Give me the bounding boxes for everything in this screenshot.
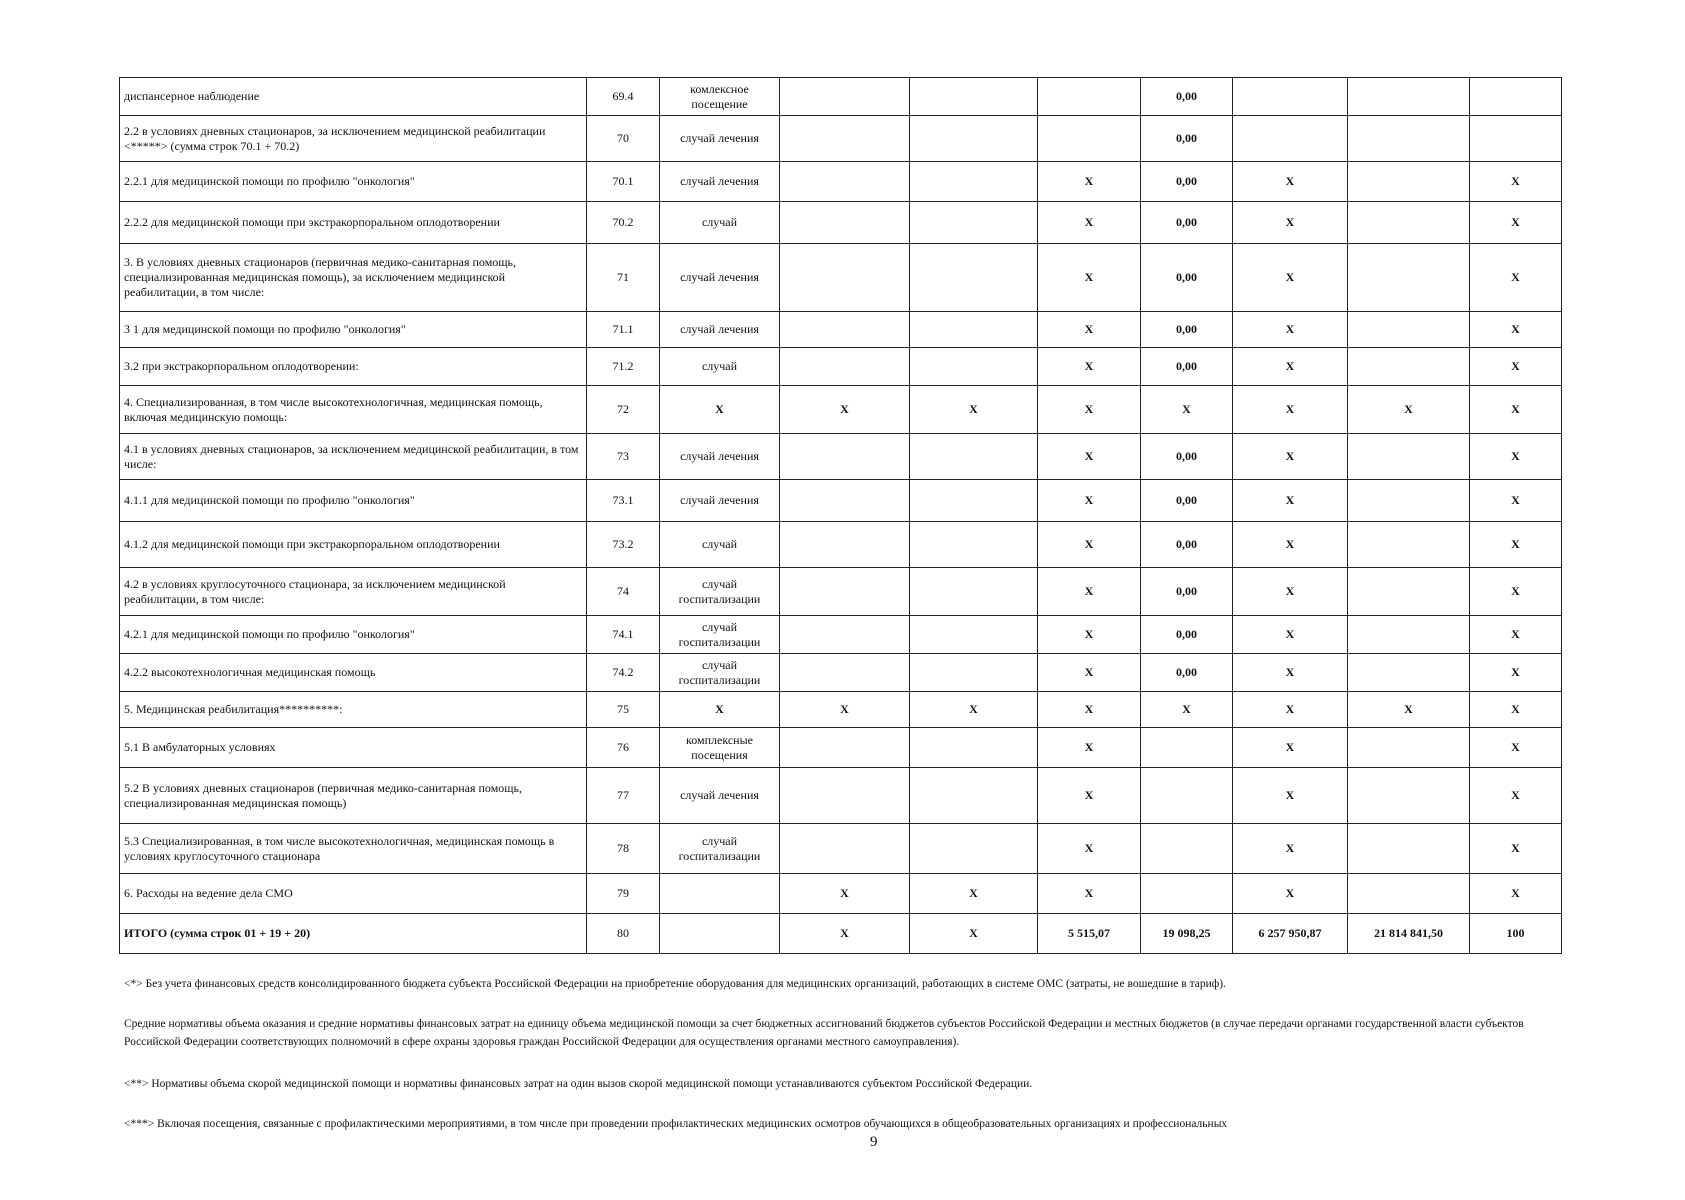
row-unit: случай лечения (660, 116, 780, 162)
row-value-c4: 0,00 (1141, 568, 1233, 616)
row-value-c7 (1470, 116, 1562, 162)
row-value-c4: 0,00 (1141, 654, 1233, 692)
row-value-c4: 19 098,25 (1141, 914, 1233, 954)
row-value-c5: X (1233, 348, 1348, 386)
row-code: 69.4 (587, 78, 660, 116)
table-row (120, 78, 1562, 116)
row-value-c1 (780, 162, 910, 202)
row-value-c7: 100 (1470, 914, 1562, 954)
table-row (120, 312, 1562, 348)
row-code: 74.2 (587, 654, 660, 692)
page-number: 9 (870, 1134, 878, 1150)
row-name: 4.2.2 высокотехнологичная медицинская помощь (120, 654, 587, 692)
row-value-c1 (780, 728, 910, 768)
row-value-c4: 0,00 (1141, 348, 1233, 386)
row-value-c5: X (1233, 522, 1348, 568)
row-value-c7: X (1470, 162, 1562, 202)
footnote-1: <*> Без учета финансовых средств консолидированного бюджета субъекта Российской Федерации на приобретение оборудования для медицинских организаций, работающих в системе ОМС (затраты, не вошедшие в тариф). (124, 978, 1226, 990)
table-row (120, 116, 1562, 162)
table-row (120, 768, 1562, 824)
row-name: 6. Расходы на ведение дела СМО (120, 874, 587, 914)
row-value-c4: 0,00 (1141, 480, 1233, 522)
row-value-c5: X (1233, 386, 1348, 434)
row-code: 71.1 (587, 312, 660, 348)
row-value-c5: X (1233, 312, 1348, 348)
row-name: 4.1 в условиях дневных стационаров, за исключением медицинской реабилитации, в том числе: (120, 434, 587, 480)
row-unit: комлексное посещение (660, 78, 780, 116)
row-name: 5.1 В амбулаторных условиях (120, 728, 587, 768)
row-value-c4: 0,00 (1141, 202, 1233, 244)
row-unit (660, 874, 780, 914)
row-value-c4 (1141, 728, 1233, 768)
row-value-c6 (1348, 348, 1470, 386)
row-value-c6 (1348, 434, 1470, 480)
row-value-c1 (780, 78, 910, 116)
row-name: 4.1.1 для медицинской помощи по профилю "онкология" (120, 480, 587, 522)
row-name: 4.1.2 для медицинской помощи при экстракорпоральном оплодотворении (120, 522, 587, 568)
table-row (120, 162, 1562, 202)
row-value-c1: X (780, 874, 910, 914)
row-unit (660, 914, 780, 954)
row-value-c6: X (1348, 692, 1470, 728)
row-value-c6: X (1348, 386, 1470, 434)
row-value-c7: X (1470, 434, 1562, 480)
row-unit: случай лечения (660, 768, 780, 824)
row-value-c6 (1348, 768, 1470, 824)
footnote-3: <**> Нормативы объема скорой медицинской помощи и нормативы финансовых затрат на один вызов скорой медицинской помощи устанавливаются субъектом Российской Федерации. (124, 1078, 1033, 1090)
row-name: 5.3 Специализированная, в том числе высокотехнологичная, медицинская помощь в условиях круглосуточного стационара (120, 824, 587, 874)
row-value-c5: X (1233, 568, 1348, 616)
row-value-c2: X (910, 692, 1038, 728)
row-value-c6 (1348, 616, 1470, 654)
row-value-c7: X (1470, 522, 1562, 568)
row-unit: случай лечения (660, 312, 780, 348)
row-value-c4: 0,00 (1141, 616, 1233, 654)
row-name: 4.2.1 для медицинской помощи по профилю "онкология" (120, 616, 587, 654)
row-value-c3: X (1038, 874, 1141, 914)
row-value-c7: X (1470, 480, 1562, 522)
row-value-c6 (1348, 654, 1470, 692)
row-value-c3: X (1038, 202, 1141, 244)
row-value-c4: 0,00 (1141, 244, 1233, 312)
table-row (120, 874, 1562, 914)
row-value-c1 (780, 480, 910, 522)
table-row (120, 568, 1562, 616)
row-value-c2 (910, 768, 1038, 824)
row-value-c6 (1348, 874, 1470, 914)
row-value-c4: 0,00 (1141, 312, 1233, 348)
row-code: 70.1 (587, 162, 660, 202)
row-value-c7: X (1470, 348, 1562, 386)
row-unit: случай лечения (660, 434, 780, 480)
row-value-c3: X (1038, 386, 1141, 434)
row-value-c4 (1141, 824, 1233, 874)
row-value-c5: X (1233, 202, 1348, 244)
row-value-c1 (780, 616, 910, 654)
row-value-c1 (780, 654, 910, 692)
row-code: 72 (587, 386, 660, 434)
row-name: 4.2 в условиях круглосуточного стационара, за исключением медицинской реабилитации, в том числе: (120, 568, 587, 616)
row-value-c3: X (1038, 728, 1141, 768)
row-value-c3 (1038, 78, 1141, 116)
row-value-c5: X (1233, 162, 1348, 202)
row-name: диспансерное наблюдение (120, 78, 587, 116)
row-value-c2 (910, 244, 1038, 312)
row-value-c3: X (1038, 824, 1141, 874)
financing-table (119, 77, 1562, 954)
row-value-c3: X (1038, 312, 1141, 348)
row-value-c3: X (1038, 692, 1141, 728)
row-value-c1 (780, 244, 910, 312)
row-value-c7: X (1470, 874, 1562, 914)
row-value-c5: X (1233, 692, 1348, 728)
table-row (120, 824, 1562, 874)
row-value-c7: X (1470, 692, 1562, 728)
row-value-c1: X (780, 692, 910, 728)
row-name: 2.2.1 для медицинской помощи по профилю "онкология" (120, 162, 587, 202)
row-value-c4: X (1141, 386, 1233, 434)
row-unit: случай лечения (660, 480, 780, 522)
row-value-c7: X (1470, 202, 1562, 244)
row-value-c5: 6 257 950,87 (1233, 914, 1348, 954)
row-code: 77 (587, 768, 660, 824)
footnote-4: <***> Включая посещения, связанные с профилактическими мероприятиями, в том числе при проведении профилактических медицинских осмотров обучающихся в общеобразовательных организациях и профессиональных (124, 1118, 1228, 1130)
row-value-c6: 21 814 841,50 (1348, 914, 1470, 954)
row-code: 70.2 (587, 202, 660, 244)
row-value-c2 (910, 522, 1038, 568)
row-value-c7: X (1470, 768, 1562, 824)
row-value-c5: X (1233, 874, 1348, 914)
row-value-c7: X (1470, 728, 1562, 768)
table-row (120, 480, 1562, 522)
row-code: 71.2 (587, 348, 660, 386)
row-value-c4 (1141, 768, 1233, 824)
table-row (120, 244, 1562, 312)
row-value-c6 (1348, 78, 1470, 116)
row-code: 70 (587, 116, 660, 162)
row-value-c3: X (1038, 768, 1141, 824)
row-value-c4: 0,00 (1141, 162, 1233, 202)
row-value-c2 (910, 162, 1038, 202)
row-value-c1 (780, 312, 910, 348)
row-unit: случай (660, 348, 780, 386)
row-code: 75 (587, 692, 660, 728)
row-value-c3: X (1038, 434, 1141, 480)
row-value-c3: X (1038, 244, 1141, 312)
row-value-c4: 0,00 (1141, 522, 1233, 568)
row-unit: случай госпитализации (660, 616, 780, 654)
row-value-c1 (780, 434, 910, 480)
row-value-c5: X (1233, 654, 1348, 692)
row-value-c2: X (910, 386, 1038, 434)
row-value-c2 (910, 480, 1038, 522)
row-name: 5. Медицинская реабилитация**********: (120, 692, 587, 728)
table-body (120, 78, 1562, 954)
row-value-c2 (910, 202, 1038, 244)
row-value-c3: X (1038, 568, 1141, 616)
row-code: 76 (587, 728, 660, 768)
table-row (120, 654, 1562, 692)
row-value-c5: X (1233, 434, 1348, 480)
footnote-2: Средние нормативы объема оказания и средние нормативы финансовых затрат на единицу объема медицинской помощи за счет бюджетных ассигнований бюджетов субъектов Российской Федерации и местных бюджетов (в случае передачи органами государственной власти субъектов Российской Федерации соответствующих полномочий в сфере охраны здоровья граждан Российской Федерации для осуществления органами местного самоуправления). (124, 1018, 1524, 1048)
row-value-c5: X (1233, 244, 1348, 312)
row-unit: случай госпитализации (660, 824, 780, 874)
row-value-c1 (780, 116, 910, 162)
row-value-c1 (780, 202, 910, 244)
row-value-c3: X (1038, 522, 1141, 568)
row-value-c4: 0,00 (1141, 78, 1233, 116)
row-value-c4: X (1141, 692, 1233, 728)
row-unit: случай (660, 522, 780, 568)
row-value-c1 (780, 768, 910, 824)
table-row (120, 616, 1562, 654)
row-value-c1 (780, 568, 910, 616)
row-value-c1: X (780, 386, 910, 434)
table-row (120, 728, 1562, 768)
row-value-c1 (780, 348, 910, 386)
row-value-c2 (910, 78, 1038, 116)
table-row (120, 914, 1562, 954)
row-name: 2.2.2 для медицинской помощи при экстракорпоральном оплодотворении (120, 202, 587, 244)
table-row (120, 386, 1562, 434)
row-value-c3: X (1038, 348, 1141, 386)
table-row (120, 434, 1562, 480)
row-value-c6 (1348, 824, 1470, 874)
row-value-c2: X (910, 874, 1038, 914)
table-row (120, 202, 1562, 244)
row-value-c2 (910, 568, 1038, 616)
row-code: 71 (587, 244, 660, 312)
row-code: 78 (587, 824, 660, 874)
row-value-c7 (1470, 78, 1562, 116)
row-value-c5: X (1233, 824, 1348, 874)
table-row (120, 348, 1562, 386)
row-value-c4: 0,00 (1141, 116, 1233, 162)
row-value-c3: X (1038, 616, 1141, 654)
row-unit: случай лечения (660, 244, 780, 312)
row-unit: X (660, 692, 780, 728)
row-value-c6 (1348, 202, 1470, 244)
row-value-c5: X (1233, 480, 1348, 522)
row-value-c6 (1348, 568, 1470, 616)
row-value-c7: X (1470, 824, 1562, 874)
row-value-c3: 5 515,07 (1038, 914, 1141, 954)
row-value-c2 (910, 824, 1038, 874)
row-code: 74 (587, 568, 660, 616)
row-name: 3 1 для медицинской помощи по профилю "онкология" (120, 312, 587, 348)
row-value-c3: X (1038, 480, 1141, 522)
row-value-c5 (1233, 116, 1348, 162)
table-row (120, 692, 1562, 728)
row-unit: комплексные посещения (660, 728, 780, 768)
row-value-c4: 0,00 (1141, 434, 1233, 480)
row-name: 2.2 в условиях дневных стационаров, за исключением медицинской реабилитации <*****> (сумма строк 70.1 + 70.2) (120, 116, 587, 162)
row-value-c5: X (1233, 616, 1348, 654)
row-value-c3 (1038, 116, 1141, 162)
row-value-c6 (1348, 480, 1470, 522)
row-value-c6 (1348, 312, 1470, 348)
row-value-c7: X (1470, 312, 1562, 348)
row-value-c1: X (780, 914, 910, 954)
row-value-c7: X (1470, 654, 1562, 692)
row-code: 73.2 (587, 522, 660, 568)
row-value-c2 (910, 312, 1038, 348)
row-unit: случай (660, 202, 780, 244)
row-value-c5 (1233, 78, 1348, 116)
row-value-c2 (910, 728, 1038, 768)
row-code: 80 (587, 914, 660, 954)
row-code: 79 (587, 874, 660, 914)
row-name: 4. Специализированная, в том числе высокотехнологичная, медицинская помощь, включая медицинскую помощь: (120, 386, 587, 434)
row-unit: случай госпитализации (660, 568, 780, 616)
row-value-c2 (910, 616, 1038, 654)
table-row (120, 522, 1562, 568)
row-value-c6 (1348, 522, 1470, 568)
row-name: 5.2 В условиях дневных стационаров (первичная медико-санитарная помощь, специализированная медицинская помощь) (120, 768, 587, 824)
row-name: ИТОГО (сумма строк 01 + 19 + 20) (120, 914, 587, 954)
row-value-c7: X (1470, 386, 1562, 434)
row-value-c7: X (1470, 616, 1562, 654)
row-value-c6 (1348, 728, 1470, 768)
row-value-c6 (1348, 116, 1470, 162)
row-code: 74.1 (587, 616, 660, 654)
row-value-c2: X (910, 914, 1038, 954)
row-value-c2 (910, 116, 1038, 162)
row-value-c1 (780, 522, 910, 568)
row-code: 73 (587, 434, 660, 480)
row-value-c7: X (1470, 568, 1562, 616)
row-value-c6 (1348, 162, 1470, 202)
row-value-c2 (910, 434, 1038, 480)
row-unit: случай госпитализации (660, 654, 780, 692)
row-value-c5: X (1233, 768, 1348, 824)
row-value-c4 (1141, 874, 1233, 914)
row-value-c2 (910, 348, 1038, 386)
row-code: 73.1 (587, 480, 660, 522)
row-name: 3. В условиях дневных стационаров (первичная медико-санитарная помощь, специализированная медицинская помощь), за исключением медицинской реабилитации, в том числе: (120, 244, 587, 312)
row-unit: случай лечения (660, 162, 780, 202)
row-value-c2 (910, 654, 1038, 692)
row-value-c5: X (1233, 728, 1348, 768)
row-value-c6 (1348, 244, 1470, 312)
row-value-c3: X (1038, 162, 1141, 202)
row-unit: X (660, 386, 780, 434)
row-value-c1 (780, 824, 910, 874)
row-value-c7: X (1470, 244, 1562, 312)
row-value-c3: X (1038, 654, 1141, 692)
row-name: 3.2 при экстракорпоральном оплодотворении: (120, 348, 587, 386)
